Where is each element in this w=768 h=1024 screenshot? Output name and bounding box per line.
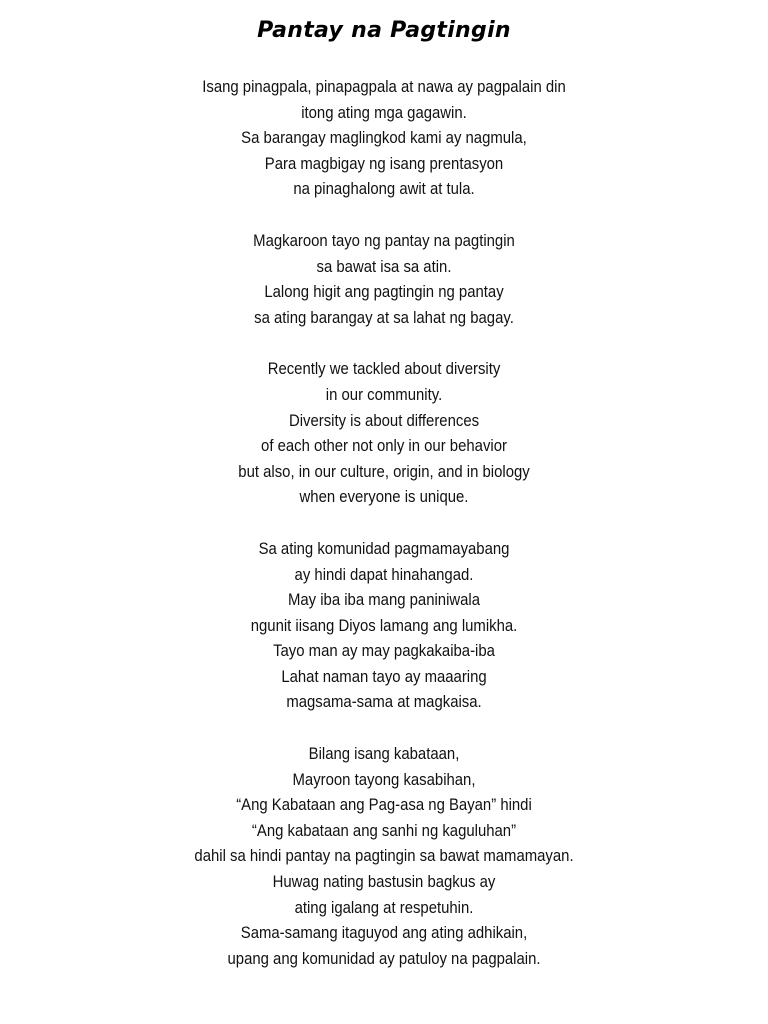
- poem-line: Mayroon tayong kasabihan,: [292, 770, 476, 789]
- poem-line: May iba iba mang paniniwala: [287, 591, 481, 610]
- poem-line: of each other not only in our behavior: [261, 437, 507, 456]
- poem-line: in our community.: [325, 385, 443, 404]
- poem-line: Bilang isang kabataan,: [308, 745, 460, 764]
- poem-line: Sama-samang itaguyod ang ating adhikain,: [240, 924, 528, 943]
- stanza: [0, 229, 768, 331]
- poem-line: ay hindi dapat hinahangad.: [294, 565, 474, 584]
- poem-line: when everyone is unique.: [299, 488, 469, 507]
- poem-line: itong ating mga gagawin.: [301, 103, 467, 122]
- poem-line: Isang pinagpala, pinapagpala at nawa ay pagpalain din: [202, 78, 566, 96]
- poem-line: Sa barangay maglingkod kami ay nagmula,: [241, 129, 527, 148]
- poem-line: na pinaghalong awit at tula.: [293, 180, 475, 199]
- poem-line: Sa ating komunidad pagmamayabang: [258, 539, 510, 558]
- stanza: [0, 742, 768, 972]
- poem-line: dahil sa hindi pantay na pagtingin sa bawat mamamayan.: [194, 847, 574, 866]
- poem-line: but also, in our culture, origin, and in biology: [238, 462, 530, 481]
- poem-line: “Ang kabataan ang sanhi ng kaguluhan”: [251, 821, 517, 840]
- poem-title: Pantay na Pagtingin: [257, 18, 511, 43]
- stanza: [0, 357, 768, 511]
- poem-line: Huwag nating bastusin bagkus ay: [272, 873, 496, 892]
- stanza: [0, 75, 768, 203]
- stanza: [0, 537, 768, 716]
- poem-line: upang ang komunidad ay patuloy na pagpalain.: [227, 949, 541, 968]
- poem-line: ngunit iisang Diyos lamang ang lumikha.: [250, 616, 518, 635]
- poem-line: Para magbigay ng isang prentasyon: [264, 154, 504, 173]
- poem-line: sa bawat isa sa atin.: [316, 257, 452, 276]
- poem-line: ating igalang at respetuhin.: [294, 898, 474, 917]
- poem-line: Recently we tackled about diversity: [267, 360, 501, 379]
- poem-body: [0, 75, 768, 998]
- poem-line: sa ating barangay at sa lahat ng bagay.: [254, 308, 514, 327]
- poem-line: Diversity is about differences: [288, 411, 480, 430]
- poem-line: Lalong higit ang pagtingin ng pantay: [264, 283, 504, 302]
- poem-line: Magkaroon tayo ng pantay na pagtingin: [253, 231, 515, 250]
- poem-line: “Ang Kabataan ang Pag-asa ng Bayan” hindi: [236, 796, 532, 815]
- poem-line: Tayo man ay may pagkakaiba-iba: [273, 642, 495, 661]
- poem-line: Lahat naman tayo ay maaaring: [281, 667, 487, 686]
- poem-line: magsama-sama at magkaisa.: [286, 693, 482, 712]
